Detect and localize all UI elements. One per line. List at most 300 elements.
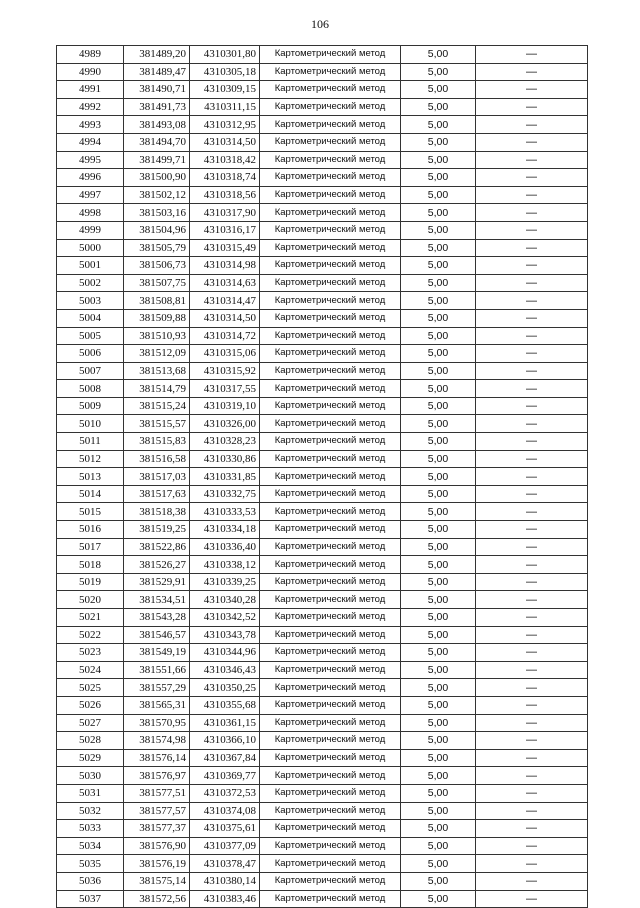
method-cell: Картометрический метод [260, 433, 401, 451]
point-number-cell: 5029 [57, 749, 124, 767]
x-coordinate-cell: 381490,71 [124, 81, 190, 99]
point-number-cell: 4993 [57, 116, 124, 134]
note-cell: — [476, 521, 588, 539]
x-coordinate-cell: 381575,14 [124, 872, 190, 890]
point-number-cell: 5035 [57, 855, 124, 873]
x-coordinate-cell: 381576,19 [124, 855, 190, 873]
y-coordinate-cell: 4310339,25 [190, 573, 260, 591]
accuracy-cell: 5,00 [401, 714, 476, 732]
accuracy-cell: 5,00 [401, 257, 476, 275]
note-cell: — [476, 820, 588, 838]
table-row [57, 696, 588, 714]
method-cell: Картометрический метод [260, 767, 401, 785]
note-cell: — [476, 696, 588, 714]
table-row [57, 714, 588, 732]
x-coordinate-cell: 381570,95 [124, 714, 190, 732]
point-number-cell: 4997 [57, 186, 124, 204]
point-number-cell: 5006 [57, 345, 124, 363]
note-cell: — [476, 749, 588, 767]
table-row [57, 327, 588, 345]
table-row [57, 732, 588, 750]
point-number-cell: 5011 [57, 433, 124, 451]
x-coordinate-cell: 381517,03 [124, 468, 190, 486]
table-row [57, 362, 588, 380]
accuracy-cell: 5,00 [401, 644, 476, 662]
table-row [57, 855, 588, 873]
point-number-cell: 5021 [57, 609, 124, 627]
accuracy-cell: 5,00 [401, 837, 476, 855]
accuracy-cell: 5,00 [401, 749, 476, 767]
accuracy-cell: 5,00 [401, 397, 476, 415]
accuracy-cell: 5,00 [401, 732, 476, 750]
table-row [57, 767, 588, 785]
y-coordinate-cell: 4310318,74 [190, 169, 260, 187]
accuracy-cell: 5,00 [401, 609, 476, 627]
note-cell: — [476, 732, 588, 750]
point-number-cell: 5027 [57, 714, 124, 732]
y-coordinate-cell: 4310315,92 [190, 362, 260, 380]
accuracy-cell: 5,00 [401, 468, 476, 486]
note-cell: — [476, 380, 588, 398]
accuracy-cell: 5,00 [401, 151, 476, 169]
method-cell: Картометрический метод [260, 239, 401, 257]
coordinates-table-body [57, 46, 588, 908]
table-row [57, 309, 588, 327]
accuracy-cell: 5,00 [401, 292, 476, 310]
x-coordinate-cell: 381489,20 [124, 46, 190, 64]
note-cell: — [476, 802, 588, 820]
point-number-cell: 4996 [57, 169, 124, 187]
method-cell: Картометрический метод [260, 468, 401, 486]
accuracy-cell: 5,00 [401, 696, 476, 714]
accuracy-cell: 5,00 [401, 802, 476, 820]
point-number-cell: 5005 [57, 327, 124, 345]
accuracy-cell: 5,00 [401, 626, 476, 644]
method-cell: Картометрический метод [260, 292, 401, 310]
table-row [57, 644, 588, 662]
point-number-cell: 5010 [57, 415, 124, 433]
x-coordinate-cell: 381502,12 [124, 186, 190, 204]
accuracy-cell: 5,00 [401, 573, 476, 591]
x-coordinate-cell: 381513,68 [124, 362, 190, 380]
table-row [57, 661, 588, 679]
accuracy-cell: 5,00 [401, 855, 476, 873]
x-coordinate-cell: 381577,57 [124, 802, 190, 820]
method-cell: Картометрический метод [260, 151, 401, 169]
point-number-cell: 5020 [57, 591, 124, 609]
table-row [57, 345, 588, 363]
method-cell: Картометрический метод [260, 257, 401, 275]
point-number-cell: 5002 [57, 274, 124, 292]
table-row [57, 397, 588, 415]
y-coordinate-cell: 4310314,72 [190, 327, 260, 345]
y-coordinate-cell: 4310328,23 [190, 433, 260, 451]
accuracy-cell: 5,00 [401, 46, 476, 64]
x-coordinate-cell: 381565,31 [124, 696, 190, 714]
y-coordinate-cell: 4310377,09 [190, 837, 260, 855]
y-coordinate-cell: 4310314,50 [190, 133, 260, 151]
method-cell: Картометрический метод [260, 855, 401, 873]
y-coordinate-cell: 4310372,53 [190, 784, 260, 802]
y-coordinate-cell: 4310318,42 [190, 151, 260, 169]
table-row [57, 257, 588, 275]
accuracy-cell: 5,00 [401, 327, 476, 345]
note-cell: — [476, 327, 588, 345]
note-cell: — [476, 309, 588, 327]
note-cell: — [476, 679, 588, 697]
point-number-cell: 5033 [57, 820, 124, 838]
y-coordinate-cell: 4310355,68 [190, 696, 260, 714]
method-cell: Картометрический метод [260, 63, 401, 81]
note-cell: — [476, 116, 588, 134]
note-cell: — [476, 186, 588, 204]
note-cell: — [476, 257, 588, 275]
x-coordinate-cell: 381508,81 [124, 292, 190, 310]
point-number-cell: 5014 [57, 485, 124, 503]
accuracy-cell: 5,00 [401, 309, 476, 327]
accuracy-cell: 5,00 [401, 820, 476, 838]
method-cell: Картометрический метод [260, 714, 401, 732]
method-cell: Картометрический метод [260, 380, 401, 398]
y-coordinate-cell: 4310334,18 [190, 521, 260, 539]
accuracy-cell: 5,00 [401, 81, 476, 99]
point-number-cell: 5030 [57, 767, 124, 785]
method-cell: Картометрический метод [260, 732, 401, 750]
note-cell: — [476, 133, 588, 151]
point-number-cell: 4999 [57, 221, 124, 239]
y-coordinate-cell: 4310366,10 [190, 732, 260, 750]
y-coordinate-cell: 4310340,28 [190, 591, 260, 609]
table-row [57, 749, 588, 767]
y-coordinate-cell: 4310344,96 [190, 644, 260, 662]
point-number-cell: 5036 [57, 872, 124, 890]
table-row [57, 872, 588, 890]
accuracy-cell: 5,00 [401, 274, 476, 292]
point-number-cell: 5004 [57, 309, 124, 327]
accuracy-cell: 5,00 [401, 679, 476, 697]
method-cell: Картометрический метод [260, 820, 401, 838]
x-coordinate-cell: 381515,83 [124, 433, 190, 451]
note-cell: — [476, 362, 588, 380]
x-coordinate-cell: 381522,86 [124, 538, 190, 556]
x-coordinate-cell: 381504,96 [124, 221, 190, 239]
table-row [57, 468, 588, 486]
point-number-cell: 4990 [57, 63, 124, 81]
point-number-cell: 5026 [57, 696, 124, 714]
table-row [57, 802, 588, 820]
accuracy-cell: 5,00 [401, 204, 476, 222]
point-number-cell: 5007 [57, 362, 124, 380]
method-cell: Картометрический метод [260, 133, 401, 151]
table-row [57, 837, 588, 855]
method-cell: Картометрический метод [260, 274, 401, 292]
point-number-cell: 5008 [57, 380, 124, 398]
x-coordinate-cell: 381576,14 [124, 749, 190, 767]
note-cell: — [476, 204, 588, 222]
note-cell: — [476, 767, 588, 785]
accuracy-cell: 5,00 [401, 591, 476, 609]
x-coordinate-cell: 381549,19 [124, 644, 190, 662]
point-number-cell: 5024 [57, 661, 124, 679]
x-coordinate-cell: 381510,93 [124, 327, 190, 345]
x-coordinate-cell: 381505,79 [124, 239, 190, 257]
table-row [57, 116, 588, 134]
method-cell: Картометрический метод [260, 46, 401, 64]
table-row [57, 186, 588, 204]
table-row [57, 63, 588, 81]
note-cell: — [476, 468, 588, 486]
x-coordinate-cell: 381516,58 [124, 450, 190, 468]
accuracy-cell: 5,00 [401, 98, 476, 116]
method-cell: Картометрический метод [260, 221, 401, 239]
note-cell: — [476, 63, 588, 81]
point-number-cell: 4998 [57, 204, 124, 222]
y-coordinate-cell: 4310374,08 [190, 802, 260, 820]
y-coordinate-cell: 4310315,06 [190, 345, 260, 363]
accuracy-cell: 5,00 [401, 521, 476, 539]
note-cell: — [476, 626, 588, 644]
method-cell: Картометрический метод [260, 186, 401, 204]
note-cell: — [476, 837, 588, 855]
note-cell: — [476, 855, 588, 873]
point-number-cell: 5001 [57, 257, 124, 275]
x-coordinate-cell: 381576,97 [124, 767, 190, 785]
note-cell: — [476, 221, 588, 239]
table-row [57, 784, 588, 802]
method-cell: Картометрический метод [260, 661, 401, 679]
method-cell: Картометрический метод [260, 538, 401, 556]
accuracy-cell: 5,00 [401, 872, 476, 890]
table-row [57, 81, 588, 99]
y-coordinate-cell: 4310318,56 [190, 186, 260, 204]
y-coordinate-cell: 4310314,50 [190, 309, 260, 327]
x-coordinate-cell: 381506,73 [124, 257, 190, 275]
accuracy-cell: 5,00 [401, 345, 476, 363]
x-coordinate-cell: 381526,27 [124, 556, 190, 574]
y-coordinate-cell: 4310330,86 [190, 450, 260, 468]
point-number-cell: 5012 [57, 450, 124, 468]
point-number-cell: 5032 [57, 802, 124, 820]
accuracy-cell: 5,00 [401, 415, 476, 433]
method-cell: Картометрический метод [260, 116, 401, 134]
note-cell: — [476, 151, 588, 169]
x-coordinate-cell: 381503,16 [124, 204, 190, 222]
note-cell: — [476, 485, 588, 503]
point-number-cell: 4989 [57, 46, 124, 64]
y-coordinate-cell: 4310314,98 [190, 257, 260, 275]
table-row [57, 274, 588, 292]
y-coordinate-cell: 4310317,90 [190, 204, 260, 222]
x-coordinate-cell: 381518,38 [124, 503, 190, 521]
accuracy-cell: 5,00 [401, 362, 476, 380]
method-cell: Картометрический метод [260, 749, 401, 767]
y-coordinate-cell: 4310342,52 [190, 609, 260, 627]
method-cell: Картометрический метод [260, 784, 401, 802]
point-number-cell: 5015 [57, 503, 124, 521]
y-coordinate-cell: 4310314,63 [190, 274, 260, 292]
note-cell: — [476, 872, 588, 890]
note-cell: — [476, 274, 588, 292]
point-number-cell: 5017 [57, 538, 124, 556]
table-row [57, 626, 588, 644]
method-cell: Картометрический метод [260, 485, 401, 503]
accuracy-cell: 5,00 [401, 661, 476, 679]
y-coordinate-cell: 4310326,00 [190, 415, 260, 433]
method-cell: Картометрический метод [260, 81, 401, 99]
accuracy-cell: 5,00 [401, 116, 476, 134]
table-row [57, 415, 588, 433]
method-cell: Картометрический метод [260, 345, 401, 363]
y-coordinate-cell: 4310336,40 [190, 538, 260, 556]
x-coordinate-cell: 381515,24 [124, 397, 190, 415]
coordinates-table [56, 45, 588, 908]
note-cell: — [476, 661, 588, 679]
x-coordinate-cell: 381519,25 [124, 521, 190, 539]
point-number-cell: 5034 [57, 837, 124, 855]
note-cell: — [476, 503, 588, 521]
method-cell: Картометрический метод [260, 872, 401, 890]
accuracy-cell: 5,00 [401, 186, 476, 204]
y-coordinate-cell: 4310380,14 [190, 872, 260, 890]
method-cell: Картометрический метод [260, 609, 401, 627]
note-cell: — [476, 81, 588, 99]
point-number-cell: 4995 [57, 151, 124, 169]
note-cell: — [476, 433, 588, 451]
note-cell: — [476, 644, 588, 662]
x-coordinate-cell: 381543,28 [124, 609, 190, 627]
y-coordinate-cell: 4310301,80 [190, 46, 260, 64]
table-row [57, 433, 588, 451]
point-number-cell: 5000 [57, 239, 124, 257]
note-cell: — [476, 784, 588, 802]
method-cell: Картометрический метод [260, 362, 401, 380]
point-number-cell: 5018 [57, 556, 124, 574]
x-coordinate-cell: 381509,88 [124, 309, 190, 327]
x-coordinate-cell: 381499,71 [124, 151, 190, 169]
point-number-cell: 4991 [57, 81, 124, 99]
point-number-cell: 4994 [57, 133, 124, 151]
y-coordinate-cell: 4310315,49 [190, 239, 260, 257]
x-coordinate-cell: 381515,57 [124, 415, 190, 433]
y-coordinate-cell: 4310375,61 [190, 820, 260, 838]
method-cell: Картометрический метод [260, 503, 401, 521]
point-number-cell: 5019 [57, 573, 124, 591]
method-cell: Картометрический метод [260, 521, 401, 539]
note-cell: — [476, 98, 588, 116]
note-cell: — [476, 573, 588, 591]
method-cell: Картометрический метод [260, 327, 401, 345]
y-coordinate-cell: 4310312,95 [190, 116, 260, 134]
accuracy-cell: 5,00 [401, 221, 476, 239]
y-coordinate-cell: 4310332,75 [190, 485, 260, 503]
x-coordinate-cell: 381507,75 [124, 274, 190, 292]
point-number-cell: 5031 [57, 784, 124, 802]
note-cell: — [476, 292, 588, 310]
table-row [57, 46, 588, 64]
table-row [57, 151, 588, 169]
y-coordinate-cell: 4310367,84 [190, 749, 260, 767]
accuracy-cell: 5,00 [401, 169, 476, 187]
y-coordinate-cell: 4310317,55 [190, 380, 260, 398]
x-coordinate-cell: 381574,98 [124, 732, 190, 750]
x-coordinate-cell: 381494,70 [124, 133, 190, 151]
table-row [57, 609, 588, 627]
y-coordinate-cell: 4310333,53 [190, 503, 260, 521]
point-number-cell: 5013 [57, 468, 124, 486]
table-row [57, 820, 588, 838]
method-cell: Картометрический метод [260, 450, 401, 468]
y-coordinate-cell: 4310309,15 [190, 81, 260, 99]
y-coordinate-cell: 4310311,15 [190, 98, 260, 116]
x-coordinate-cell: 381576,90 [124, 837, 190, 855]
accuracy-cell: 5,00 [401, 784, 476, 802]
accuracy-cell: 5,00 [401, 503, 476, 521]
point-number-cell: 5003 [57, 292, 124, 310]
x-coordinate-cell: 381546,57 [124, 626, 190, 644]
table-row [57, 521, 588, 539]
y-coordinate-cell: 4310350,25 [190, 679, 260, 697]
x-coordinate-cell: 381551,66 [124, 661, 190, 679]
y-coordinate-cell: 4310331,85 [190, 468, 260, 486]
x-coordinate-cell: 381489,47 [124, 63, 190, 81]
note-cell: — [476, 591, 588, 609]
note-cell: — [476, 345, 588, 363]
x-coordinate-cell: 381500,90 [124, 169, 190, 187]
x-coordinate-cell: 381534,51 [124, 591, 190, 609]
x-coordinate-cell: 381491,73 [124, 98, 190, 116]
accuracy-cell: 5,00 [401, 450, 476, 468]
table-row [57, 679, 588, 697]
accuracy-cell: 5,00 [401, 767, 476, 785]
table-row [57, 591, 588, 609]
x-coordinate-cell: 381572,56 [124, 890, 190, 908]
x-coordinate-cell: 381493,08 [124, 116, 190, 134]
table-row [57, 221, 588, 239]
accuracy-cell: 5,00 [401, 63, 476, 81]
accuracy-cell: 5,00 [401, 433, 476, 451]
x-coordinate-cell: 381557,29 [124, 679, 190, 697]
x-coordinate-cell: 381529,91 [124, 573, 190, 591]
method-cell: Картометрический метод [260, 626, 401, 644]
table-row [57, 380, 588, 398]
note-cell: — [476, 46, 588, 64]
accuracy-cell: 5,00 [401, 380, 476, 398]
accuracy-cell: 5,00 [401, 485, 476, 503]
table-row [57, 573, 588, 591]
note-cell: — [476, 415, 588, 433]
point-number-cell: 5016 [57, 521, 124, 539]
method-cell: Картометрический метод [260, 204, 401, 222]
point-number-cell: 5028 [57, 732, 124, 750]
table-row [57, 485, 588, 503]
point-number-cell: 5022 [57, 626, 124, 644]
x-coordinate-cell: 381577,37 [124, 820, 190, 838]
method-cell: Картометрический метод [260, 591, 401, 609]
note-cell: — [476, 169, 588, 187]
note-cell: — [476, 556, 588, 574]
x-coordinate-cell: 381517,63 [124, 485, 190, 503]
y-coordinate-cell: 4310316,17 [190, 221, 260, 239]
method-cell: Картометрический метод [260, 679, 401, 697]
note-cell: — [476, 714, 588, 732]
table-row [57, 239, 588, 257]
method-cell: Картометрический метод [260, 696, 401, 714]
method-cell: Картометрический метод [260, 309, 401, 327]
y-coordinate-cell: 4310378,47 [190, 855, 260, 873]
note-cell: — [476, 890, 588, 908]
point-number-cell: 5009 [57, 397, 124, 415]
point-number-cell: 5025 [57, 679, 124, 697]
